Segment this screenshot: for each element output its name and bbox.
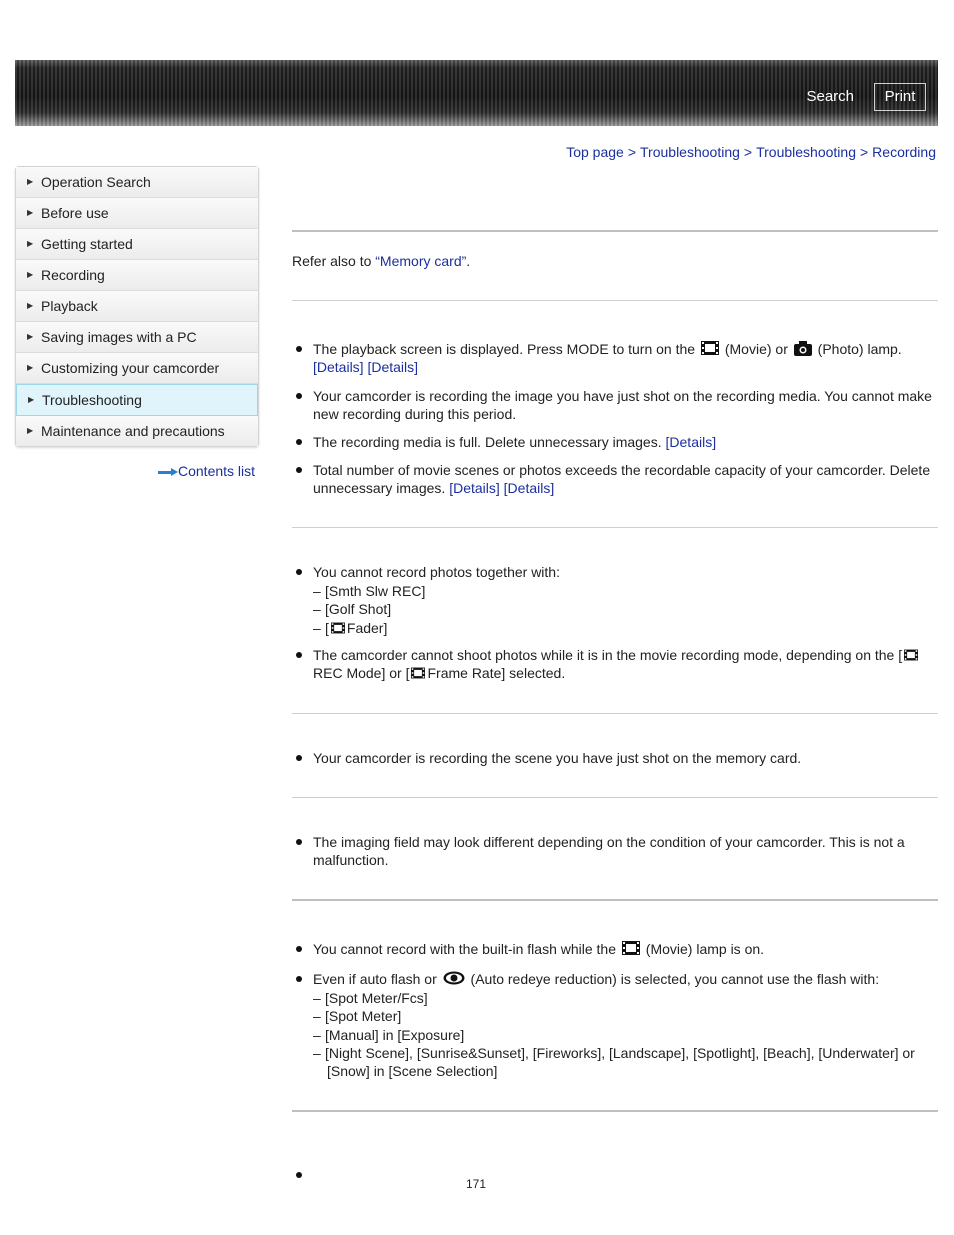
- dash-marker: –: [313, 990, 321, 1006]
- list-item-text: The imaging field may look different depending on the condition of your camcorder. This is not a malfunction.: [313, 834, 905, 868]
- dash-marker: –: [313, 1027, 321, 1043]
- sub-list-item: [313, 989, 428, 1007]
- sub-list-text: Fader]: [346, 620, 388, 636]
- sidebar-item-label: Getting started: [41, 236, 133, 252]
- triangle-right-icon: ▶: [27, 426, 34, 435]
- sidebar-item-playback[interactable]: [16, 291, 258, 322]
- bullet-dot: [296, 976, 302, 982]
- print-button[interactable]: Print: [874, 83, 926, 111]
- sidebar-item-customizing[interactable]: [16, 353, 258, 384]
- page-number: 171: [466, 1177, 487, 1191]
- sub-list-item: [313, 1044, 915, 1062]
- eye-icon: [443, 971, 465, 985]
- list-item: [294, 433, 939, 451]
- movie-film-icon: [411, 667, 425, 679]
- sub-list-text: [: [325, 620, 329, 636]
- details-link[interactable]: [Details]: [313, 359, 364, 375]
- memory-card-link[interactable]: “Memory card”: [375, 253, 467, 269]
- list-item-text: The playback screen is displayed. Press MODE to turn on the: [313, 341, 696, 357]
- sidebar-item-saving-images[interactable]: [16, 322, 258, 353]
- section-divider: [292, 300, 938, 301]
- breadcrumb-troubleshooting-2[interactable]: Troubleshooting: [756, 144, 856, 160]
- details-link[interactable]: [Details]: [503, 480, 555, 496]
- details-link[interactable]: [Details]: [665, 434, 717, 450]
- sidebar-item-recording[interactable]: [16, 260, 258, 291]
- bullet-dot: [296, 439, 302, 445]
- sidebar-item-operation-search[interactable]: [16, 167, 258, 198]
- sub-list-text: [Manual] in [Exposure]: [325, 1027, 465, 1043]
- details-link[interactable]: [Details]: [449, 480, 500, 496]
- bullet-dot: [296, 839, 302, 845]
- sidebar-item-label: Before use: [41, 205, 109, 221]
- sidebar-item-maintenance[interactable]: [16, 416, 258, 446]
- sidebar-item-getting-started[interactable]: [16, 229, 258, 260]
- search-button[interactable]: Search: [806, 88, 854, 105]
- intro-text: [292, 252, 470, 270]
- intro-suffix: .: [466, 253, 471, 269]
- section-divider: [292, 797, 938, 798]
- triangle-right-icon: ▶: [27, 177, 34, 186]
- section-divider: [292, 527, 938, 528]
- details-link[interactable]: [Details]: [367, 359, 419, 375]
- dash-marker: –: [313, 601, 321, 617]
- list-item-text: Your camcorder is recording the scene you have just shot on the memory card.: [313, 750, 802, 766]
- movie-film-icon: [904, 649, 918, 661]
- list-item-text: You cannot record with the built-in flash while the: [313, 941, 616, 957]
- bullet-dot: [296, 346, 302, 352]
- sub-list-text: [Night Scene], [Sunrise&Sunset], [Fireworks], [Landscape], [Spotlight], [Beach], [Underwater] or: [325, 1045, 915, 1061]
- breadcrumb-separator: >: [627, 144, 637, 160]
- triangle-right-icon: ▶: [28, 395, 35, 404]
- intro-prefix: Refer also to: [292, 253, 376, 269]
- list-item: [294, 970, 939, 988]
- movie-film-icon: [701, 341, 719, 355]
- triangle-right-icon: ▶: [27, 363, 34, 372]
- bullet-dot: [296, 1172, 302, 1178]
- triangle-right-icon: ▶: [27, 332, 34, 341]
- sub-list-text: [Spot Meter]: [325, 1008, 402, 1024]
- dash-marker: –: [313, 1045, 321, 1061]
- sub-list-item: [313, 600, 391, 618]
- breadcrumb-top-page[interactable]: Top page: [566, 144, 624, 160]
- header-bar: [15, 60, 938, 126]
- breadcrumb-separator: >: [859, 144, 869, 160]
- list-item-text: Your camcorder is recording the image you have just shot on the recording media. You cannot make new recording during this period.: [313, 388, 932, 422]
- triangle-right-icon: ▶: [27, 239, 34, 248]
- triangle-right-icon: ▶: [27, 301, 34, 310]
- list-item: [294, 749, 939, 767]
- sub-list-text: [Smth Slw REC]: [325, 583, 426, 599]
- sidebar-item-label: Maintenance and precautions: [41, 423, 225, 439]
- contents-list-link[interactable]: [158, 463, 255, 479]
- bullet-dot: [296, 946, 302, 952]
- triangle-right-icon: ▶: [27, 208, 34, 217]
- list-item-text: You cannot record photos together with:: [313, 564, 560, 580]
- bullet-dot: [296, 652, 302, 658]
- movie-film-icon: [331, 622, 345, 634]
- section-divider: [292, 713, 938, 714]
- sidebar-item-label: Customizing your camcorder: [41, 360, 220, 376]
- sidebar-item-before-use[interactable]: [16, 198, 258, 229]
- list-item: [294, 387, 939, 423]
- list-item-text: Even if auto flash or: [313, 971, 437, 987]
- section-divider: [292, 230, 938, 232]
- sub-list-text: [Spot Meter/Fcs]: [325, 990, 428, 1006]
- section-divider: [292, 1110, 938, 1112]
- bullet-dot: [296, 569, 302, 575]
- list-item: [294, 340, 939, 376]
- list-item-text: (Movie) lamp is on.: [645, 941, 765, 957]
- sidebar-item-label: Playback: [41, 298, 98, 314]
- list-item-text: REC Mode] or [: [313, 665, 410, 681]
- camera-icon: [794, 341, 812, 356]
- list-item-text: (Photo) lamp.: [817, 341, 902, 357]
- sub-list-item: [313, 619, 387, 637]
- list-item-text: Total number of movie scenes or photos exceeds the recordable capacity of your camcorder. Delete unnecessary images.: [313, 462, 931, 496]
- list-item: [294, 833, 939, 869]
- list-item: [294, 563, 939, 581]
- list-item-text: Frame Rate] selected.: [427, 665, 566, 681]
- dash-marker: –: [313, 1008, 321, 1024]
- list-item-text: The recording media is full. Delete unnecessary images.: [313, 434, 662, 450]
- sidebar-item-label: Operation Search: [41, 174, 151, 190]
- list-item: [294, 940, 939, 958]
- list-item: [294, 461, 939, 497]
- sidebar-item-label: Recording: [41, 267, 105, 283]
- dash-marker: –: [313, 620, 321, 636]
- bullet-dot: [296, 755, 302, 761]
- breadcrumb-separator: >: [743, 144, 753, 160]
- triangle-right-icon: ▶: [27, 270, 34, 279]
- arrow-right-icon: [158, 467, 178, 477]
- sidebar-item-label: Troubleshooting: [42, 392, 142, 408]
- list-item-text: The camcorder cannot shoot photos while it is in the movie recording mode, depending on the [: [313, 647, 903, 663]
- sidebar-nav: [15, 166, 259, 447]
- sidebar-item-troubleshooting[interactable]: [16, 384, 258, 416]
- sidebar-item-label: Saving images with a PC: [41, 329, 197, 345]
- sub-list-item: [313, 1007, 401, 1025]
- movie-film-icon: [622, 941, 640, 955]
- sub-list-item: [313, 1026, 464, 1044]
- breadcrumb: [566, 144, 936, 160]
- breadcrumb-recording[interactable]: Recording: [872, 144, 936, 160]
- breadcrumb-troubleshooting-1[interactable]: Troubleshooting: [640, 144, 740, 160]
- list-item-text: (Auto redeye reduction) is selected, you cannot use the flash with:: [470, 971, 880, 987]
- list-item: [294, 646, 939, 682]
- sub-list-item: [313, 582, 425, 600]
- list-item-text: (Movie) or: [724, 341, 788, 357]
- dash-marker: –: [313, 583, 321, 599]
- bullet-dot: [296, 467, 302, 473]
- contents-list-label: Contents list: [178, 463, 256, 479]
- section-divider: [292, 899, 938, 901]
- bullet-dot: [296, 393, 302, 399]
- sub-list-item-continued: [Snow] in [Scene Selection]: [327, 1063, 498, 1079]
- sub-list-text: [Golf Shot]: [325, 601, 392, 617]
